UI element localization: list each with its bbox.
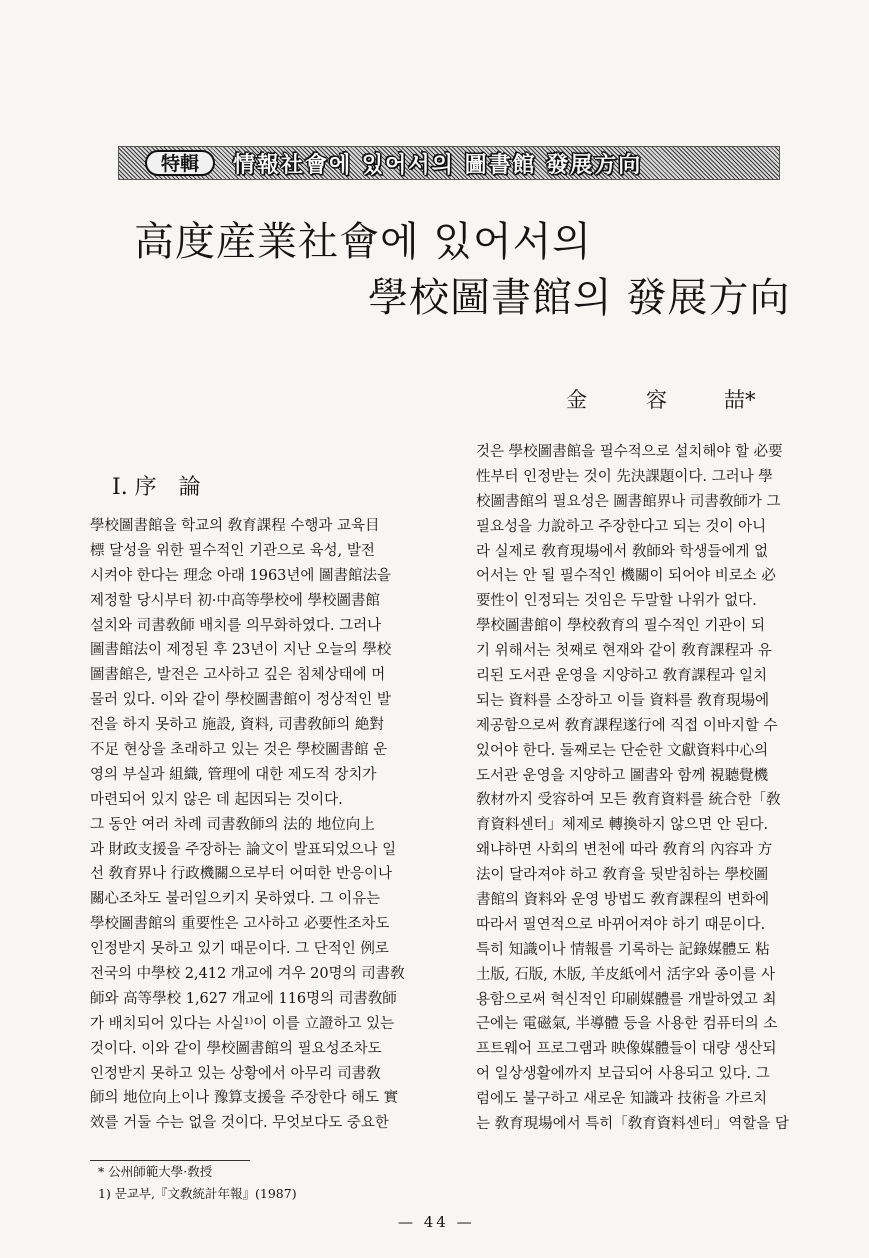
text-line: 마련되어 있지 않은 데 起因되는 것이다.: [90, 791, 343, 808]
text-line: 럼에도 불구하고 새로운 知識과 技術을 가르치: [476, 1091, 768, 1108]
footnote-divider: [90, 1160, 250, 1161]
text-line: 제정할 당시부터 初·中高等學校에 學校圖書館: [90, 592, 380, 609]
text-line: 어서는 안 될 필수적인 機關이 되어야 비로소 必: [476, 568, 776, 585]
author-name-char-2: 容: [646, 388, 667, 412]
text-line: 圖書館法이 제정된 후 23년이 지난 오늘의 學校: [90, 642, 392, 659]
text-line: 설치와 司書敎師 배치를 의무화하였다. 그러나: [90, 617, 382, 634]
text-line: 것이다. 이와 같이 學校圖書館의 필요성조차도: [90, 1040, 382, 1057]
text-line: 는 敎育現場에서 특히「敎育資料센터」역할을 담: [476, 1116, 789, 1133]
article-title-line-2: 學校圖書館의 發展方向: [368, 275, 791, 321]
author-name-char-1: 金: [566, 388, 587, 412]
text-line: 라 실제로 敎育現場에서 敎師와 학생들에게 없: [476, 543, 769, 560]
text-line: 가 배치되어 있다는 사실¹⁾이 이를 立證하고 있는: [90, 1015, 395, 1032]
text-line: 특히 知識이나 情報를 기록하는 記錄媒體도 粘: [476, 941, 770, 958]
section-heading: Ⅰ. 序 論: [112, 475, 201, 500]
text-line: 標 달성을 위한 필수적인 기관으로 육성, 발전: [90, 542, 375, 559]
text-line: 되는 資料를 소장하고 이들 資料를 敎育現場에: [476, 692, 770, 709]
text-line: 과 財政支援을 주장하는 論文이 발표되었으나 일: [90, 841, 397, 858]
left-column: [90, 514, 438, 1136]
text-line: 어 일상생활에까지 보급되어 사용되고 있다. 그: [476, 1066, 770, 1083]
text-line: 圖書館은, 발전은 고사하고 깊은 침체상태에 머: [90, 667, 386, 684]
banner-title: 情報社會에 있어서의 圖書館 發展方向: [233, 151, 643, 178]
text-line: 性부터 인정받는 것이 先決課題이다. 그러나 學: [476, 468, 773, 485]
text-line: 제공함으로써 敎育課程遂行에 직접 이바지할 수: [476, 717, 778, 734]
text-line: 있어야 한다. 둘째로는 단순한 文獻資料中心의: [476, 742, 769, 759]
right-column: [476, 440, 822, 1137]
text-line: 敎材까지 受容하여 모든 敎育資料를 統合한「敎: [476, 792, 781, 809]
text-line: 學校圖書館이 學校敎育의 필수적인 기관이 되: [476, 618, 766, 635]
article-title-line-1: 高度産業社會에 있어서의: [134, 219, 592, 265]
text-line: 용함으로써 혁신적인 印刷媒體를 개발하였고 최: [476, 991, 777, 1008]
text-line: 學校圖書館을 학교의 敎育課程 수행과 교육目: [90, 518, 380, 534]
text-line: 書館의 資料와 운영 방법도 敎育課程의 변화에: [476, 892, 770, 909]
text-line: 물러 있다. 이와 같이 學校圖書館이 정상적인 발: [90, 692, 391, 709]
text-line: 도서관 운영을 지양하고 圖書와 함께 視聽覺機: [476, 767, 769, 784]
text-line: 土版, 石版, 木版, 羊皮紙에서 活字와 종이를 사: [476, 966, 776, 983]
text-line: 전을 하지 못하고 施設, 資料, 司書敎師의 絶對: [90, 717, 384, 734]
text-line: 師와 高等學校 1,627 개교에 116명의 司書敎師: [90, 990, 397, 1007]
text-line: 전국의 中學校 2,412 개교에 겨우 20명의 司書敎: [90, 966, 405, 983]
text-line: 校圖書館의 필요성은 圖書館界나 司書敎師가 그: [476, 493, 781, 510]
text-line: 프트웨어 프로그램과 映像媒體들이 대량 생산되: [476, 1041, 777, 1058]
text-line: 關心조차도 불러일으키지 못하였다. 그 이유는: [90, 891, 381, 908]
text-line: 效를 거둘 수는 없을 것이다. 무엇보다도 중요한: [90, 1115, 389, 1132]
text-line: 근에는 電磁氣, 半導體 등을 사용한 컴퓨터의 소: [476, 1016, 778, 1033]
author-name-char-3: 喆*: [724, 388, 756, 412]
text-line: 리된 도서관 운영을 지양하고 敎育課程과 일치: [476, 668, 768, 685]
text-line: 不足 현상을 초래하고 있는 것은 學校圖書館 운: [90, 742, 388, 759]
text-line: 그 동안 여러 차례 司書敎師의 法的 地位向上: [90, 816, 375, 833]
text-line: 선 敎育界나 行政機關으로부터 어떠한 반응이나: [90, 866, 393, 883]
text-line: 필요성을 力說하고 주장한다고 되는 것이 아니: [476, 518, 767, 535]
banner-tag: 特輯: [145, 150, 215, 176]
page-number: — 44 —: [398, 1213, 475, 1231]
special-issue-banner: [118, 146, 780, 180]
text-line: 法이 달라져야 하고 敎育을 뒷받침하는 學校圖: [476, 867, 769, 884]
text-line: 영의 부실과 組織, 管理에 대한 제도적 장치가: [90, 766, 377, 783]
footnote-author-affiliation: * 公州師範大學·敎授: [98, 1164, 213, 1179]
text-line: 인정받지 못하고 있는 상황에서 아무리 司書敎: [90, 1065, 381, 1082]
text-line: 따라서 필연적으로 바뀌어져야 하기 때문이다.: [476, 916, 766, 933]
text-line: 인정받지 못하고 있기 때문이다. 그 단적인 例로: [90, 941, 389, 958]
text-line: 기 위해서는 첫째로 현재와 같이 敎育課程과 유: [476, 643, 772, 660]
text-line: 學校圖書館의 重要性은 고사하고 必要性조차도: [90, 916, 390, 933]
text-line: 要性이 인정되는 것임은 두말할 나위가 없다.: [476, 593, 757, 610]
text-line: 것은 學校圖書館을 필수적으로 설치해야 할 必要: [476, 444, 783, 460]
footnote-reference: 1) 문교부,『文敎統計年報』(1987): [98, 1186, 297, 1201]
text-line: 왜냐하면 사회의 변천에 따라 敎育의 內容과 方: [476, 842, 773, 859]
text-line: 育資料센터」체제로 轉換하지 않으면 안 된다.: [476, 817, 769, 834]
text-line: 師의 地位向上이나 豫算支援을 주장한다 해도 實: [90, 1090, 399, 1107]
text-line: 시켜야 한다는 理念 아래 1963년에 圖書館法을: [90, 567, 392, 584]
